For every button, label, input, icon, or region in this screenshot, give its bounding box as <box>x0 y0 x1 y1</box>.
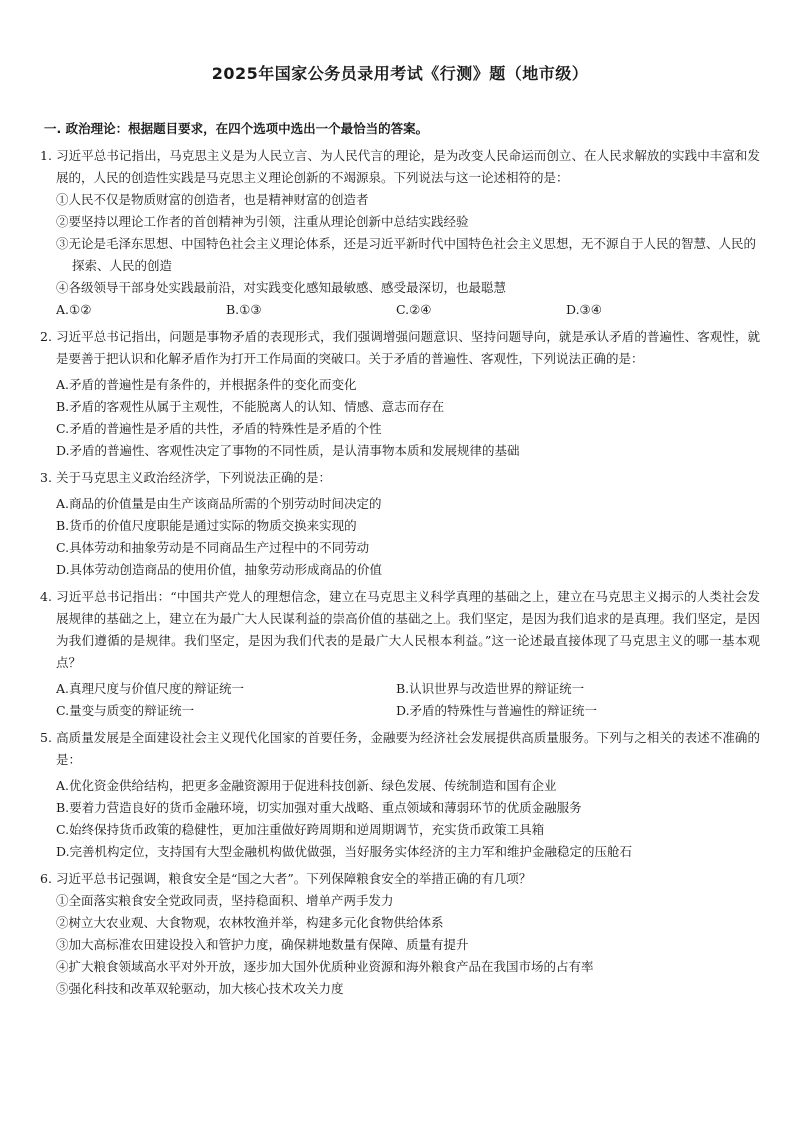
question-number: 1. <box>40 148 52 163</box>
option-d[interactable]: D.③④ <box>566 302 602 317</box>
question-number: 6. <box>40 871 52 886</box>
option-b[interactable]: B.①③ <box>226 302 262 317</box>
question-number: 4. <box>40 589 52 604</box>
page-title: 2025年国家公务员录用考试《行测》题（地市级） <box>211 64 589 83</box>
statement-item: ⑤强化科技和改革双轮驱动，加大核心技术攻关力度 <box>56 981 344 996</box>
question-1 <box>40 145 760 321</box>
option-c[interactable]: C.具体劳动和抽象劳动是不同商品生产过程中的不同劳动 <box>56 540 370 555</box>
option-d[interactable]: D.完善机构定位，支持国有大型金融机构做优做强，当好服务实体经济的主力军和维护金融稳定的压舱石 <box>56 844 633 859</box>
option-a[interactable]: A.矛盾的普遍性是有条件的，并根据条件的变化而变化 <box>56 377 357 392</box>
option-b[interactable]: B.认识世界与改造世界的辩证统一 <box>396 681 585 696</box>
section-heading: 一. 政治理论：根据题目要求，在四个选项中选出一个最恰当的答案。 <box>44 121 429 136</box>
statement-item: ④扩大粮食领域高水平对外开放，逐步加大国外优质种业资源和海外粮食产品在我国市场的占有率 <box>56 959 594 974</box>
option-b[interactable]: B.货币的价值尺度职能是通过实际的物质交换来实现的 <box>56 518 357 533</box>
question-2 <box>40 326 760 462</box>
question-number: 2. <box>40 329 52 344</box>
option-c[interactable]: C.矛盾的普遍性是矛盾的共性，矛盾的特殊性是矛盾的个性 <box>56 421 382 436</box>
question-text: 关于马克思主义政治经济学，下列说法正确的是： <box>56 470 332 485</box>
option-b[interactable]: B.要着力营造良好的货币金融环境，切实加强对重大战略、重点领域和薄弱环节的优质金融服务 <box>56 800 582 815</box>
question-stem <box>40 145 760 189</box>
option-a[interactable]: A.真理尺度与价值尺度的辩证统一 <box>56 681 245 696</box>
question-number: 5. <box>40 730 52 745</box>
question-4 <box>40 586 760 722</box>
option-c[interactable]: C.量变与质变的辩证统一 <box>56 703 195 718</box>
statement-item: ①人民不仅是物质财富的创造者，也是精神财富的创造者 <box>56 192 369 207</box>
question-text: 习近平总书记指出，问题是事物矛盾的表现形式，我们强调增强问题意识、坚持问题导向，就是承认矛盾的普遍性、客观性，就是要善于把认识和化解矛盾作为打开工作局面的突破口。关于矛盾的普遍性、客观性，下列说法正确的是： <box>56 329 760 366</box>
option-b[interactable]: B.矛盾的客观性从属于主观性，不能脱离人的认知、情感、意志而存在 <box>56 399 445 414</box>
option-a[interactable]: A.①② <box>56 302 92 317</box>
statement-item: ③无论是毛泽东思想、中国特色社会主义理论体系，还是习近平新时代中国特色社会主义思想，无不源自于人民的智慧、人民的探索、人民的创造 <box>56 236 757 273</box>
question-text: 习近平总书记强调，粮食安全是“国之大者”。下列保障粮食安全的举措正确的有几项？ <box>56 871 532 886</box>
statement-item: ④各级领导干部身处实践最前沿，对实践变化感知最敏感、感受最深切，也最聪慧 <box>56 280 507 295</box>
question-stem <box>40 326 760 370</box>
question-stem <box>40 467 760 489</box>
statement-item: ③加大高标准农田建设投入和管护力度，确保耕地数量有保障、质量有提升 <box>56 937 469 952</box>
question-stem <box>40 868 760 890</box>
question-6 <box>40 868 760 1000</box>
question-stem <box>40 586 760 674</box>
answer-options <box>40 299 760 321</box>
question-3 <box>40 467 760 581</box>
option-d[interactable]: D.矛盾的普遍性、客观性决定了事物的不同性质，是认清事物本质和发展规律的基础 <box>56 443 520 458</box>
option-c[interactable]: C.始终保持货币政策的稳健性，更加注重做好跨周期和逆周期调节，充实货币政策工具箱 <box>56 822 545 837</box>
option-c[interactable]: C.②④ <box>396 302 432 317</box>
statement-item: ①全面落实粮食安全党政同责，坚持稳面积、增单产两手发力 <box>56 893 394 908</box>
option-d[interactable]: D.矛盾的特殊性与普遍性的辩证统一 <box>396 703 598 718</box>
option-d[interactable]: D.具体劳动创造商品的使用价值，抽象劳动形成商品的价值 <box>56 562 383 577</box>
question-text: 习近平总书记指出，马克思主义是为人民立言、为人民代言的理论，是为改变人民命运而创立、在人民求解放的实践中丰富和发展的，人民的创造性实践是马克思主义理论创新的不竭源泉。下列说法与这一论述相符的是： <box>56 148 760 185</box>
option-a[interactable]: A.商品的价值量是由生产该商品所需的个别劳动时间决定的 <box>56 496 382 511</box>
question-text: 高质量发展是全面建设社会主义现代化国家的首要任务，金融要为经济社会发展提供高质量服务。下列与之相关的表述不准确的是： <box>56 730 760 767</box>
question-stem <box>40 727 760 771</box>
option-a[interactable]: A.优化资金供给结构，把更多金融资源用于促进科技创新、绿色发展、传统制造和国有企业 <box>56 778 557 793</box>
answer-options <box>40 678 760 722</box>
question-list <box>40 145 760 1005</box>
question-5 <box>40 727 760 863</box>
question-text: 习近平总书记指出：“中国共产党人的理想信念，建立在马克思主义科学真理的基础之上，建立在马克思主义揭示的人类社会发展规律的基础之上，建立在为最广大人民谋利益的崇高价值的基础之上。我们坚定，是因为我们追求的是真理。我们坚定，是因为我们遵循的是规律。我们坚定，是因为我们代表的是最广大人民根本利益。”这一论述最直接体现了马克思主义的哪一基本观点？ <box>56 589 760 670</box>
statement-item: ②要坚持以理论工作者的首创精神为引领，注重从理论创新中总结实践经验 <box>56 214 469 229</box>
statement-item: ②树立大农业观、大食物观，农林牧渔并举，构建多元化食物供给体系 <box>56 915 444 930</box>
question-number: 3. <box>40 470 52 485</box>
